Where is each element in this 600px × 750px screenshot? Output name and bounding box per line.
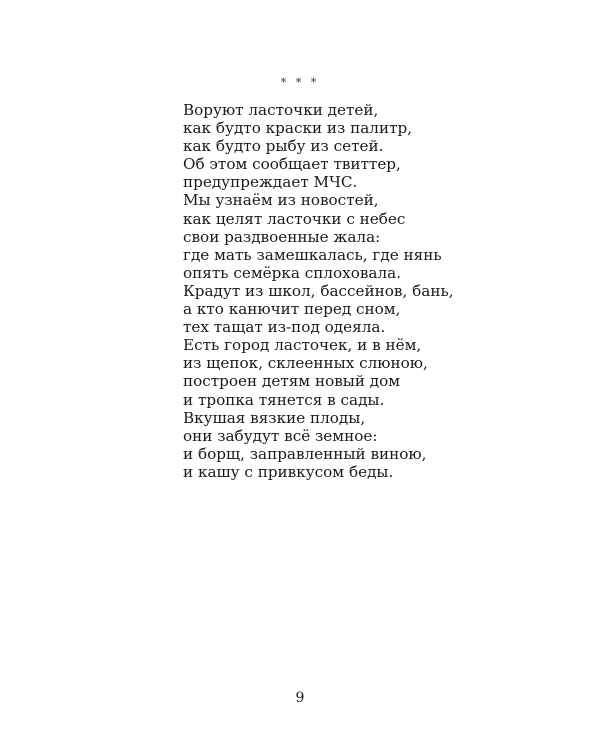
page-number: 9 [295,690,305,706]
poem-line: предупреждает МЧС. [183,173,358,192]
section-separator: * * * [280,76,320,89]
poem-line: Воруют ласточки детей, [183,101,379,119]
poem-line: и борщ, заправленный виною, [183,444,427,463]
poem-line: Об этом сообщает твиттер, [183,155,401,174]
poem-line: где мать замешкалась, где нянь [183,245,442,264]
poem-line: как будто краски из палитр, [183,119,413,138]
poem-line: а кто канючит перед сном, [183,300,401,319]
poem-line: опять семёрка сплоховала. [183,263,402,282]
poem-line: и кашу с привкусом беды. [183,462,394,481]
poem-line: свои раздвоенные жала: [183,227,381,246]
poem-line: они забудут всё земное: [183,426,378,445]
poem-line: как будто рыбу из сетей. [183,137,384,156]
poem-line: тех тащат из-под одеяла. [183,318,386,337]
poem-line: Мы узнаём из новостей, [183,191,379,210]
poem-line: и тропка тянется в сады. [183,390,385,409]
poem-line: как целят ласточки с небес [183,209,406,228]
poem-line: из щепок, склеенных слюною, [183,354,428,373]
poem-line: Вкушая вязкие плоды, [183,408,366,427]
poem-body [183,101,543,481]
poem-line: Крадут из школ, бассейнов, бань, [183,281,454,300]
poem-line: Есть город ласточек, и в нём, [183,336,422,355]
poem-line: построен детям новый дом [183,372,401,391]
